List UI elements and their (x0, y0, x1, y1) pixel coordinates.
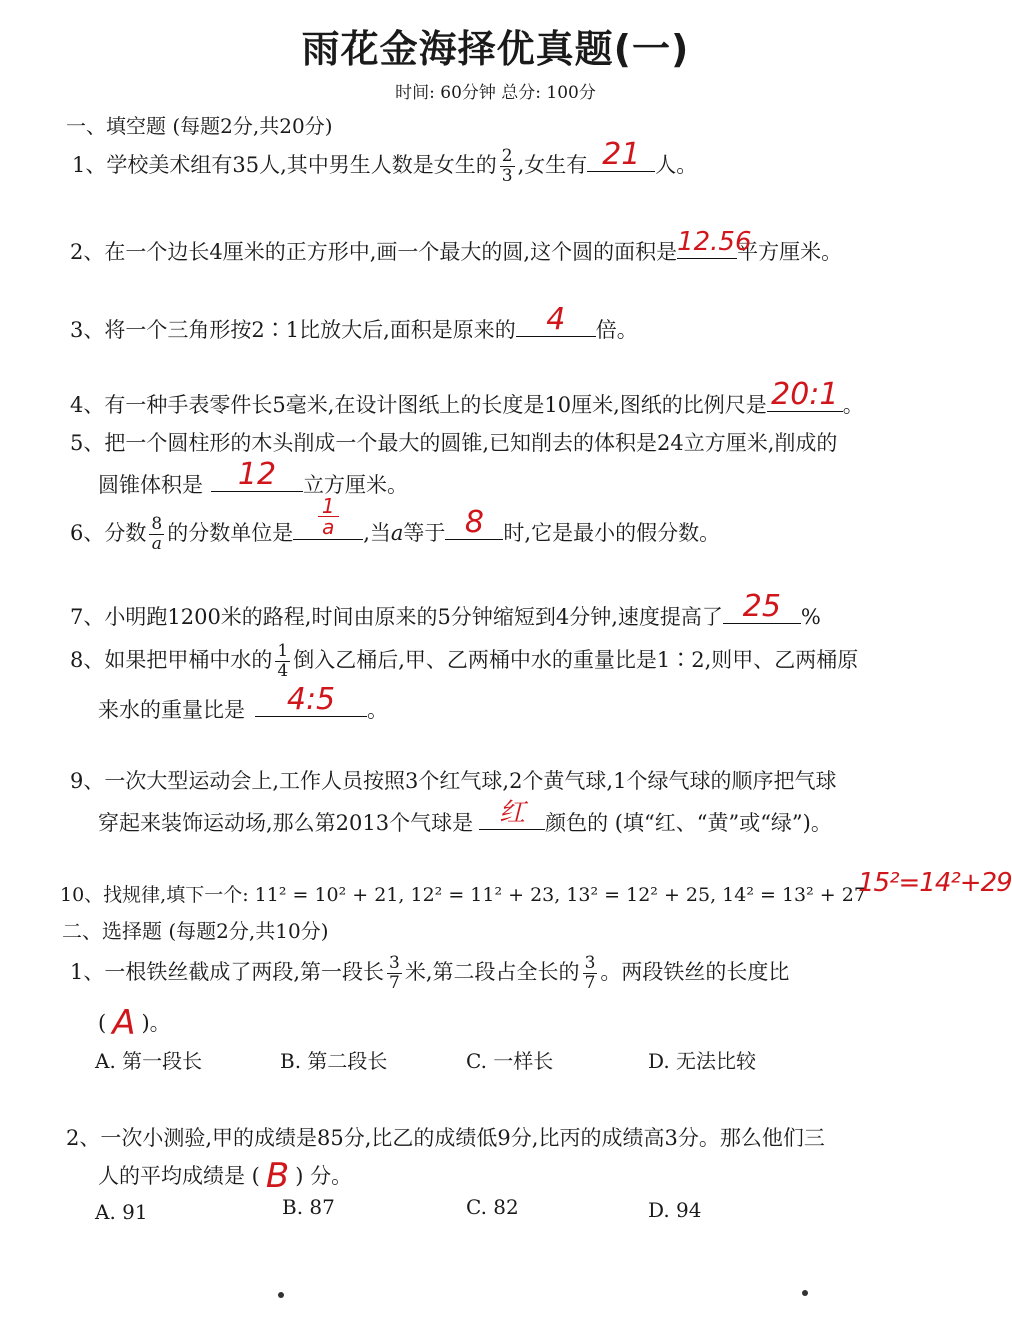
c2-option-c: C. 82 (466, 1195, 519, 1219)
question-9-line2: 穿起来装饰运动场,那么第2013个气球是 红 颜色的 (填“红、“黄”或“绿”)。 (98, 798, 832, 835)
c1-fraction-1: $\frac{3}{7}$ (389, 953, 400, 993)
q8-answer-blank (255, 682, 367, 717)
question-8-line2: 来水的重量比是 4:5 。 (98, 682, 388, 722)
choice-question-1-line2: ( A )。 (98, 1003, 171, 1043)
q2-handwritten-answer: 12.56 (677, 227, 752, 257)
question-6: 6、分数 $\frac{8}{a}$ 的分数单位是 $\frac{1}{a}$ ,当a等于 8 时,它是最小的假分数。 (70, 494, 721, 554)
q4-handwritten-answer: 20:1 (771, 377, 839, 412)
q3-handwritten-answer: 4 (546, 302, 566, 337)
q9-answer-blank (479, 798, 545, 830)
c2-handwritten-answer: B (265, 1156, 290, 1196)
q4-answer-blank (767, 377, 843, 412)
q6-handwritten-fraction: $\frac{1}{a}$ (318, 496, 339, 537)
question-2: 2、在一个边长4厘米的正方形中,画一个最大的圆,这个圆的面积是 12.56 平方厘米。 (70, 227, 843, 264)
exam-meta: 时间: 60分钟 总分: 100分 (395, 83, 596, 103)
q1-answer-blank (587, 137, 655, 172)
c1-handwritten-answer: A (112, 1003, 136, 1043)
question-5: 5、把一个圆柱形的木头削成一个最大的圆锥,已知削去的体积是24立方厘米,削成的 (70, 431, 838, 455)
question-3: 3、将一个三角形按2∶1比放大后,面积是原来的 4 倍。 (70, 302, 638, 342)
section-fill-heading: 一、填空题 (每题2分,共20分) (66, 114, 333, 138)
page-dot-left (278, 1292, 284, 1298)
c1-option-c: C. 一样长 (466, 1049, 554, 1073)
q7-handwritten-answer: 25 (742, 589, 781, 624)
q1-fraction: $\frac{2}{3}$ (501, 146, 513, 186)
question-10: 10、找规律,填下一个: 11² = 10² + 21, 12² = 11² + 23, 13² = 12² + 25, 14² = 13² + 27 (60, 884, 866, 906)
question-7: 7、小明跑1200米的路程,时间由原来的5分钟缩短到4分钟,速度提高了 25 % (70, 589, 821, 629)
choice-question-2: 2、一次小测验,甲的成绩是85分,比乙的成绩低9分,比丙的成绩高3分。那么他们三 (66, 1126, 825, 1150)
q9-handwritten-answer: 红 (499, 798, 526, 828)
question-1: 1、学校美术组有35人,其中男生人数是女生的 $\frac{2}{3}$ ,女生有 21 人。 (72, 137, 698, 186)
q5-answer-blank (211, 457, 303, 492)
q6-answer-blank-1 (293, 494, 363, 540)
question-5-line2: 圆锥体积是 12 立方厘米。 (98, 457, 408, 497)
q8-fraction: $\frac{1}{4}$ (277, 641, 289, 681)
choice-question-2-line2: 人的平均成绩是 ( B ) 分。 (98, 1156, 353, 1196)
c1-option-a: A. 第一段长 (95, 1049, 203, 1073)
c1-option-b: B. 第二段长 (280, 1049, 388, 1073)
c2-option-a: A. 91 (95, 1200, 148, 1224)
q2-answer-blank (677, 227, 752, 259)
c1-fraction-2: $\frac{3}{7}$ (584, 953, 596, 993)
q1-text: 1、学校美术组有35人,其中男生人数是女生的 (72, 153, 497, 177)
page-dot-right (802, 1290, 808, 1296)
page-title: 雨花金海择优真题(一) (301, 27, 690, 71)
q6-fraction: $\frac{8}{a}$ (151, 514, 163, 554)
q6-handwritten-answer: 8 (464, 505, 484, 540)
q1-handwritten-answer: 21 (602, 137, 641, 172)
q8-handwritten-answer: 4:5 (286, 682, 336, 717)
question-4: 4、有一种手表零件长5毫米,在设计图纸上的长度是10厘米,图纸的比例尺是 20:1 。 (70, 377, 864, 417)
q6-answer-blank-2 (445, 505, 503, 540)
choice-question-1: 1、一根铁丝截成了两段,第一段长 $\frac{3}{7}$ 米,第二段占全长的 $\frac{3}{7}$ 。两段铁丝的长度比 (70, 953, 790, 993)
q5-handwritten-answer: 12 (237, 457, 277, 492)
c2-option-b: B. 87 (282, 1195, 335, 1219)
question-9: 9、一次大型运动会上,工作人员按照3个红气球,2个黄气球,1个绿气球的顺序把气球 (70, 769, 837, 793)
section-choice-heading: 二、选择题 (每题2分,共10分) (62, 919, 329, 943)
c1-option-d: D. 无法比较 (648, 1049, 757, 1073)
q7-answer-blank (723, 589, 801, 624)
question-8: 8、如果把甲桶中水的 $\frac{1}{4}$ 倒入乙桶后,甲、乙两桶中水的重量比是1∶2,则甲、乙两桶原 (70, 641, 859, 681)
c2-option-d: D. 94 (648, 1198, 702, 1222)
q10-handwritten-answer: 15²=14²+29 (858, 868, 1012, 898)
q3-answer-blank (516, 302, 596, 337)
